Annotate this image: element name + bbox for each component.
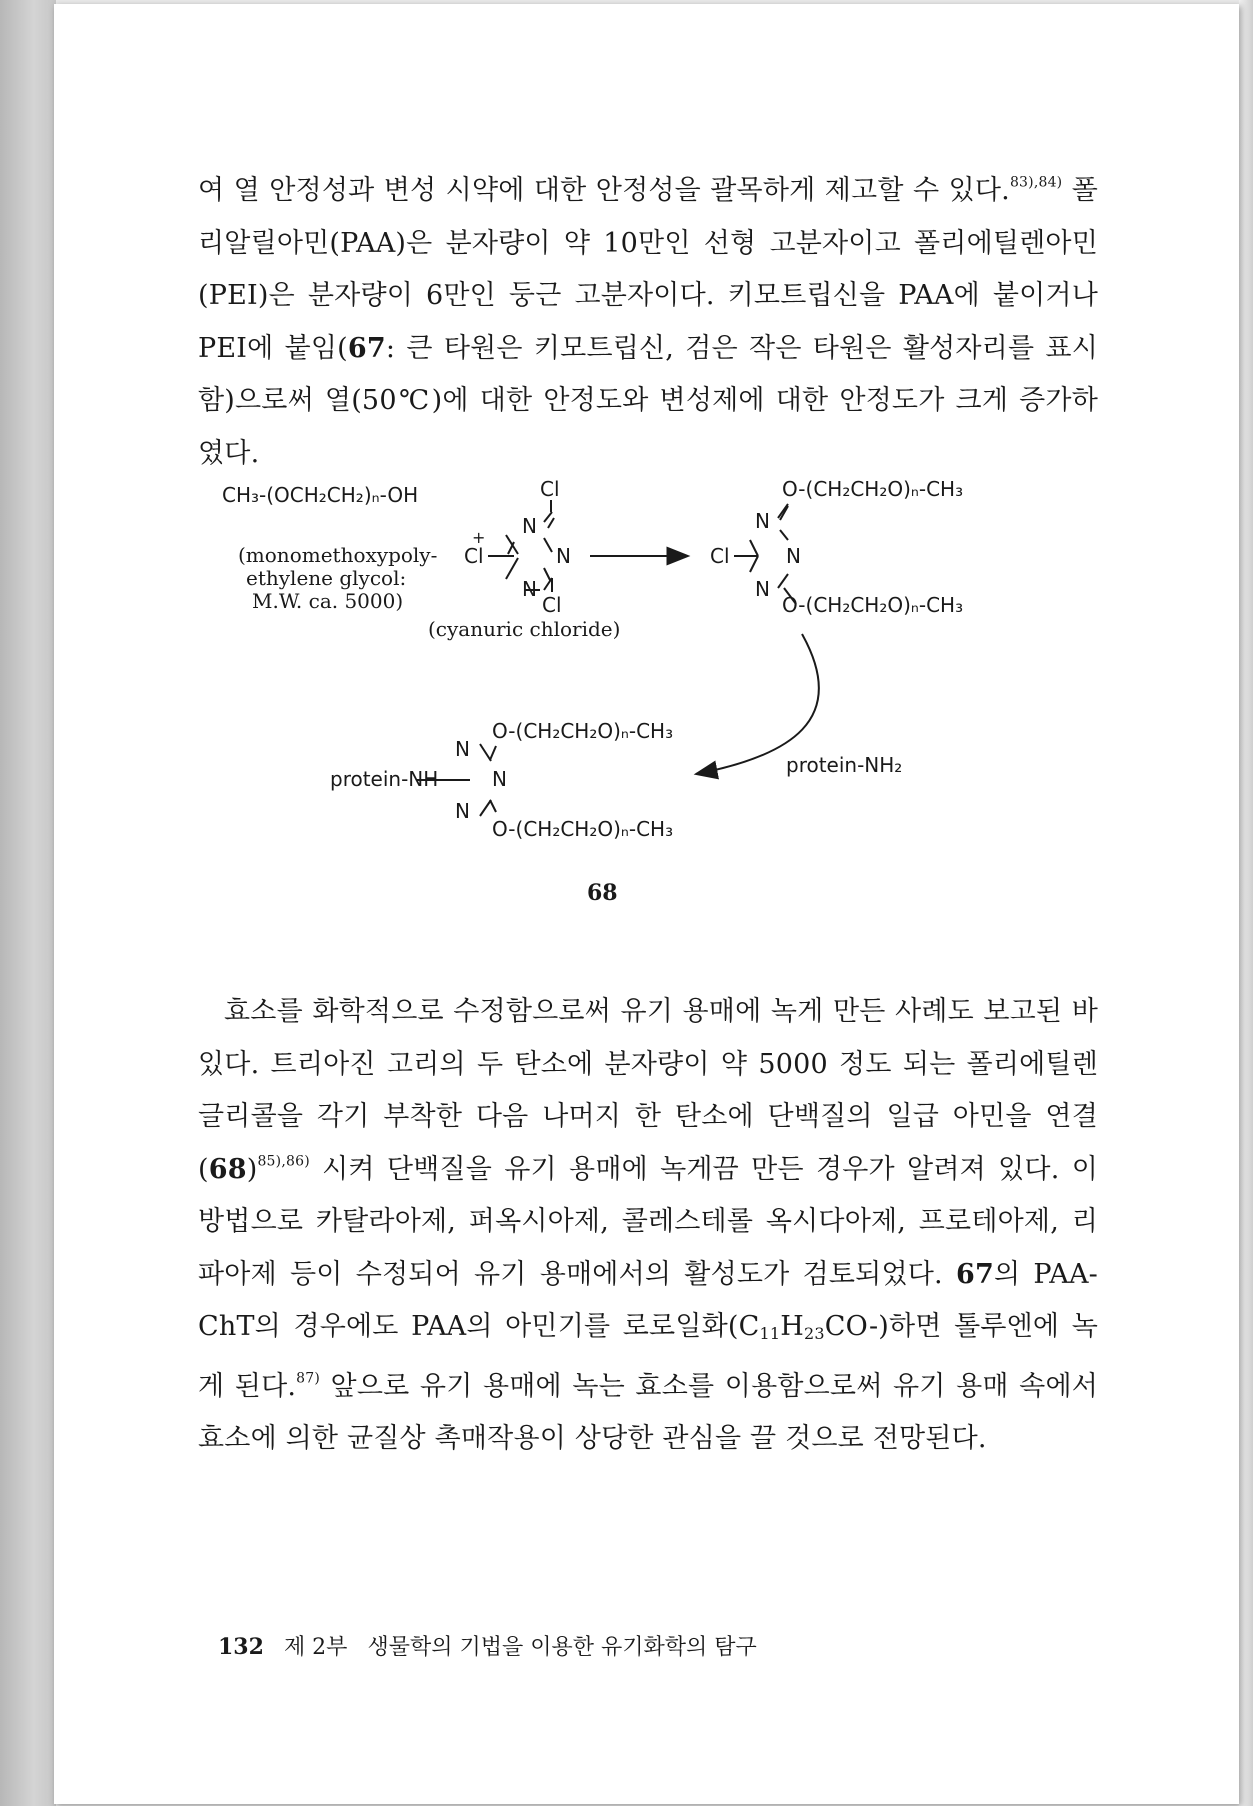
ring-n-3: N xyxy=(522,577,537,601)
product-n-3: N xyxy=(455,799,470,823)
p2-text-e: H xyxy=(780,1311,805,1342)
reaction-scheme xyxy=(150,460,1130,980)
p2-text-a: 효소를 화학적으로 수정함으로써 유기 용매에 녹게 만든 사례도 보고된 바 있다. 트리아진 고리의 두 탄소에 분자량이 약 5000 정도 되는 폴리에틸렌글리콜을 각기 부착한 다음 나머지 한 탄소에 단백질의 일급 아민을 연결( xyxy=(198,996,1098,1185)
p2-compound-ref: 68 xyxy=(208,1153,247,1185)
book-page-edge xyxy=(1239,0,1253,1806)
paragraph-2 xyxy=(198,986,1098,1466)
cl-top: Cl xyxy=(540,477,560,501)
p2-compound-ref-2: 67 xyxy=(955,1258,994,1290)
intermediate-n-1: N xyxy=(755,509,770,533)
p1-ref: 83),84) xyxy=(1009,174,1063,191)
p1-text-b: 폴리알릴아민(PAA)은 분자량이 약 10만인 선형 고분자이고 폴리에틸렌아민(PEI)은 분자량이 6만인 둥근 고분자이다. 키모트립신을 PAA에 붙이거나 PEI에 붙임( xyxy=(198,175,1098,364)
reactant-note-1: (monomethoxypoly- xyxy=(238,543,438,567)
ring-n-1: N xyxy=(522,514,537,538)
p1-compound-ref: 67 xyxy=(347,332,386,364)
reactant-mpeg: CH₃-(OCH₂CH₂)ₙ-OH xyxy=(222,483,419,507)
p2-text-g: 앞으로 유기 용매에 녹는 효소를 이용함으로써 유기 용매 속에서 효소에 의한 균질상 촉매작용이 상당한 관심을 끌 것으로 전망된다. xyxy=(198,1370,1099,1454)
plus-sign: + xyxy=(472,528,486,547)
book-spine-edge xyxy=(0,0,56,1806)
intermediate-bottom: O-(CH₂CH₂O)ₙ-CH₃ xyxy=(782,593,964,617)
p1-text-c: : 큰 타원은 키모트립신, 검은 작은 타원은 활성자리를 표시함)으로써 열(50℃)에 대한 안정도와 변성제에 대한 안정도가 크게 증가하였다. xyxy=(198,332,1098,469)
p2-sub-1: 11 xyxy=(759,1324,781,1343)
page-number: 132 xyxy=(218,1634,264,1660)
reactant-note-2: ethylene glycol: xyxy=(246,566,407,590)
intermediate-cl: Cl xyxy=(710,544,730,568)
p2-sub-2: 23 xyxy=(804,1324,825,1343)
intermediate-n-3: N xyxy=(755,577,770,601)
cl-left: Cl xyxy=(464,544,484,568)
part-label: 제 2부 xyxy=(283,1635,348,1660)
cyanuric-chloride-structure xyxy=(488,500,554,592)
p2-text-b: ) xyxy=(246,1153,258,1185)
paragraph-1 xyxy=(198,165,1098,480)
product-left: protein-NH xyxy=(330,767,439,791)
page-footer xyxy=(218,1630,757,1661)
compound-number: 68 xyxy=(587,880,618,906)
product-top: O-(CH₂CH₂O)ₙ-CH₃ xyxy=(492,719,674,743)
product-bottom: O-(CH₂CH₂O)ₙ-CH₃ xyxy=(492,817,674,841)
p2-text-c: 시켜 단백질을 유기 용매에 녹게끔 만든 경우가 알려져 있다. 이 방법으로 카탈라아제, 퍼옥시아제, 콜레스테롤 옥시다아제, 프로테아제, 리파아제 등이 수정되어 유기 용매에서의 활성도가 검토되었다. xyxy=(198,1153,1098,1290)
book-title: 생물학의 기법을 이용한 유기화학의 탐구 xyxy=(367,1635,757,1660)
p2-ref-2: 87) xyxy=(296,1369,321,1386)
arrow-reagent: protein-NH₂ xyxy=(786,753,903,777)
p2-ref-1: 85),86) xyxy=(257,1152,310,1169)
product-n-2: N xyxy=(492,767,507,791)
cl-bottom: Cl xyxy=(542,593,562,617)
ring-n-2: N xyxy=(556,544,571,568)
product-n-1: N xyxy=(455,737,470,761)
intermediate-n-2: N xyxy=(786,544,801,568)
p2-text-f: CO-)하면 톨루엔에 녹게 된다. xyxy=(198,1311,1098,1402)
intermediate-top: O-(CH₂CH₂O)ₙ-CH₃ xyxy=(782,477,964,501)
p2-text-d: 의 PAA-ChT의 경우에도 PAA의 아민기를 로로일화(C xyxy=(198,1258,1098,1342)
p1-text-a: 여 열 안정성과 변성 시약에 대한 안정성을 괄목하게 제고할 수 있다. xyxy=(198,175,1010,206)
reagent-label: (cyanuric chloride) xyxy=(428,617,621,641)
reactant-note-3: M.W. ca. 5000) xyxy=(252,589,404,613)
